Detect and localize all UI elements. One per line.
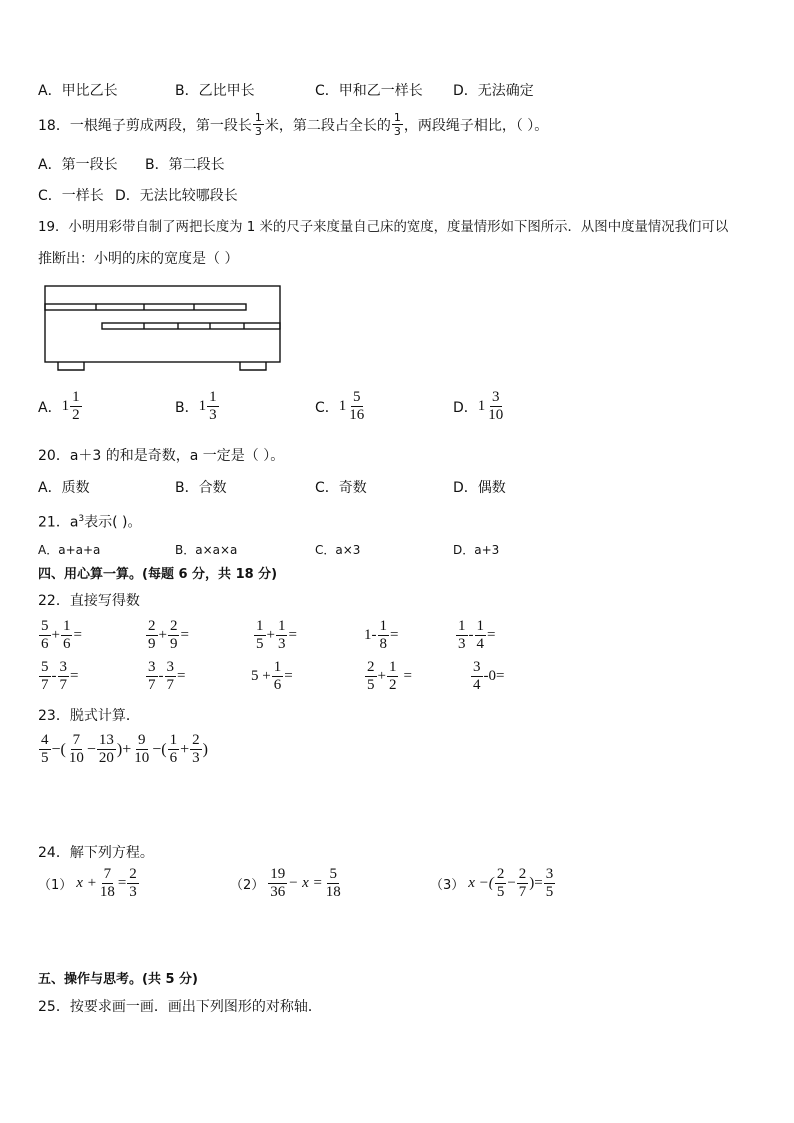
q19-option-b	[175, 390, 220, 423]
den: 2	[388, 677, 397, 693]
den: 6	[62, 636, 71, 652]
q22-r2-c1	[38, 660, 78, 693]
num: 1	[256, 618, 264, 634]
operator: -	[158, 668, 164, 684]
num: 3	[148, 659, 156, 675]
num: 7	[103, 866, 112, 882]
q18-text-1: 18．一根绳子剪成两段，第一段长	[38, 117, 252, 134]
den: 10	[134, 750, 150, 766]
q24-equation-1	[38, 867, 140, 900]
tail: -0=	[483, 668, 505, 684]
den: 10	[68, 750, 84, 766]
q19-c-num: 5	[353, 389, 361, 405]
q22-r1-c5	[455, 619, 495, 652]
num: 1	[169, 732, 178, 748]
q19-option-a-whole: 1	[61, 398, 70, 414]
q23-stem: 23．脱式计算．	[38, 708, 140, 724]
den: 5	[256, 636, 264, 652]
operator: )+	[116, 740, 132, 758]
q18-fraction-2	[392, 112, 403, 137]
den: 8	[379, 636, 387, 652]
q22-r2-c5	[470, 660, 504, 693]
operator: -	[51, 668, 57, 684]
operator: -	[468, 627, 474, 643]
q19-option-a	[38, 390, 83, 423]
equals: =	[403, 668, 412, 684]
num: 13	[98, 732, 114, 748]
mid: )=	[529, 875, 543, 891]
operator: −(	[51, 740, 66, 758]
label: （1）	[38, 878, 73, 893]
bed-leg-left	[58, 362, 84, 370]
num: 2	[367, 659, 375, 675]
q18-option-a: A．第一段长	[38, 157, 118, 173]
num: 3	[59, 659, 67, 675]
den: 6	[41, 636, 49, 652]
q22-r1-c2	[145, 619, 189, 652]
q19-option-a-label: A．	[38, 399, 62, 416]
num: 1	[62, 618, 71, 634]
q21-stem-b: 表示( )。	[84, 514, 142, 531]
q18-frac2-num: 1	[393, 111, 401, 124]
q21-option-b: B．a×a×a	[175, 543, 238, 557]
q22-r2-c4	[364, 660, 412, 693]
q18-option-b: B．第二段长	[145, 157, 225, 173]
q18-fraction-1	[253, 112, 264, 137]
num: 2	[169, 618, 178, 634]
q19-stem-line2: 推断出：小明的床的宽度是（ ）	[38, 251, 239, 267]
q22-r1-c3	[253, 619, 297, 652]
num: 7	[72, 732, 81, 748]
num: 5	[329, 866, 337, 882]
num: 3	[545, 866, 554, 882]
operator: +	[158, 627, 167, 643]
equals: =	[487, 627, 496, 643]
lead: 5 +	[251, 668, 271, 684]
q22-stem: 22．直接写得数	[38, 593, 140, 609]
q21-stem	[38, 509, 142, 533]
q19-d-den: 10	[488, 407, 504, 423]
num: 3	[166, 659, 174, 675]
num: 4	[41, 732, 49, 748]
q20-option-a: A．质数	[38, 480, 90, 496]
den: 3	[458, 636, 466, 652]
q18-frac1-den: 3	[254, 125, 262, 138]
q17-option-d: D．无法确定	[453, 83, 534, 99]
den: 7	[59, 677, 67, 693]
operator: )	[202, 740, 208, 758]
q18-option-d: D．无法比较哪段长	[115, 188, 238, 204]
num: 19	[270, 866, 286, 882]
den: 4	[473, 677, 481, 693]
q19-option-c	[315, 390, 367, 423]
equals: =	[288, 627, 297, 643]
q19-b-den: 3	[209, 407, 217, 423]
den: 9	[148, 636, 156, 652]
den: 3	[129, 884, 137, 900]
den: 7	[41, 677, 49, 693]
den: 7	[166, 677, 174, 693]
operator: −	[507, 875, 516, 891]
num: 1	[277, 618, 286, 634]
operator: +	[180, 740, 190, 758]
pre: x −(	[468, 875, 494, 891]
q21-stem-a: 21．a	[38, 514, 79, 531]
q17-option-b: B．乙比甲长	[175, 83, 255, 99]
den: 18	[99, 884, 115, 900]
bed-measurement-figure	[44, 283, 288, 375]
equals: =	[177, 668, 186, 684]
q19-option-d-label: D．	[453, 399, 478, 416]
den: 6	[273, 677, 282, 693]
equals: =	[117, 875, 127, 891]
den: 4	[476, 636, 484, 652]
den: 18	[325, 884, 341, 900]
q23-expression	[38, 733, 208, 766]
num: 1	[273, 659, 282, 675]
num: 2	[192, 732, 200, 748]
q22-r2-c3	[251, 660, 293, 693]
den: 3	[192, 750, 200, 766]
bed-leg-right	[240, 362, 266, 370]
lead: 1-	[364, 627, 377, 643]
q19-option-d-whole: 1	[477, 398, 486, 414]
q19-c-den: 16	[349, 407, 365, 423]
q17-option-c: C．甲和乙一样长	[315, 83, 423, 99]
q21-option-c: C．a×3	[315, 543, 361, 557]
num: 1	[379, 618, 387, 634]
den: 5	[496, 884, 505, 900]
bed-frame	[45, 286, 280, 362]
num: 2	[518, 866, 527, 882]
equals: =	[284, 668, 293, 684]
q24-equation-2	[230, 867, 344, 900]
num: 3	[473, 659, 481, 675]
num: 2	[496, 866, 505, 882]
q22-r1-c4	[364, 619, 398, 652]
ruler-2	[102, 323, 280, 329]
operator: +	[51, 627, 60, 643]
q19-d-num: 3	[492, 389, 500, 405]
equals: =	[73, 627, 82, 643]
q19-a-den: 2	[72, 407, 80, 423]
den: 3	[277, 636, 286, 652]
q19-option-c-frac	[347, 390, 366, 423]
den: 9	[169, 636, 178, 652]
section-4-heading: 四、用心算一算。(每题 6 分，共 18 分)	[38, 567, 278, 582]
operator: +	[266, 627, 275, 643]
q19-option-d-frac	[486, 390, 505, 423]
q22-r2-c2	[145, 660, 185, 693]
operator: −	[86, 740, 96, 758]
q19-option-b-whole: 1	[198, 398, 207, 414]
q17-option-a: A．甲比乙长	[38, 83, 118, 99]
q18-text-3: ，两段绳子相比，（ ）。	[403, 117, 549, 134]
q20-option-d: D．偶数	[453, 480, 506, 496]
q18-option-c: C．一样长	[38, 188, 104, 204]
q24-equation-3	[430, 867, 556, 900]
num: 1	[476, 618, 484, 634]
den: 20	[98, 750, 114, 766]
operator: −(	[152, 740, 167, 758]
q19-stem-line1: 19．小明用彩带自制了两把长度为 1 米的尺子来度量自己床的宽度，度量情形如下图所示．从图中度量情况我们可以	[38, 220, 729, 235]
den: 6	[169, 750, 178, 766]
q18-frac2-den: 3	[393, 125, 401, 138]
q24-stem: 24．解下列方程。	[38, 845, 154, 861]
q19-option-a-frac	[70, 390, 82, 423]
ruler-1	[45, 304, 246, 310]
q18-stem	[38, 112, 548, 137]
equals: =	[180, 627, 189, 643]
q20-option-c: C．奇数	[315, 480, 367, 496]
q19-b-num: 1	[209, 389, 217, 405]
q20-stem: 20．a＋3 的和是奇数，a 一定是（ ）。	[38, 448, 285, 464]
den: 5	[545, 884, 554, 900]
den: 7	[148, 677, 156, 693]
section-5-heading: 五、操作与思考。(共 5 分)	[38, 972, 198, 987]
den: 7	[518, 884, 527, 900]
q18-text-2: 米，第二段占全长的	[264, 117, 391, 134]
q19-a-num: 1	[72, 389, 80, 405]
q21-option-a: A．a+a+a	[38, 543, 101, 557]
num: 1	[458, 618, 466, 634]
num: 5	[41, 618, 49, 634]
label: （3）	[430, 878, 465, 893]
equals: =	[70, 668, 79, 684]
q21-option-d: D．a+3	[453, 543, 500, 557]
num: 9	[138, 732, 146, 748]
q19-option-b-frac	[207, 390, 219, 423]
num: 2	[129, 866, 137, 882]
q19-option-b-label: B．	[175, 399, 199, 416]
equals: =	[390, 627, 399, 643]
q18-frac1-num: 1	[254, 111, 262, 124]
q19-option-c-whole: 1	[338, 398, 347, 414]
q22-r1-c1	[38, 619, 82, 652]
q25-stem: 25．按要求画一画．画出下列图形的对称轴．	[38, 999, 322, 1015]
mid: − x =	[288, 875, 323, 891]
den: 5	[41, 750, 49, 766]
q21-exponent: 3	[78, 514, 85, 524]
q19-option-d	[453, 390, 506, 423]
operator: +	[377, 668, 386, 684]
den: 36	[270, 884, 286, 900]
label: （2）	[230, 878, 265, 893]
q20-option-b: B．合数	[175, 480, 227, 496]
pre: x +	[76, 875, 97, 891]
num: 2	[148, 618, 156, 634]
num: 5	[41, 659, 49, 675]
den: 5	[367, 677, 375, 693]
num: 1	[388, 659, 397, 675]
q19-option-c-label: C．	[315, 399, 339, 416]
